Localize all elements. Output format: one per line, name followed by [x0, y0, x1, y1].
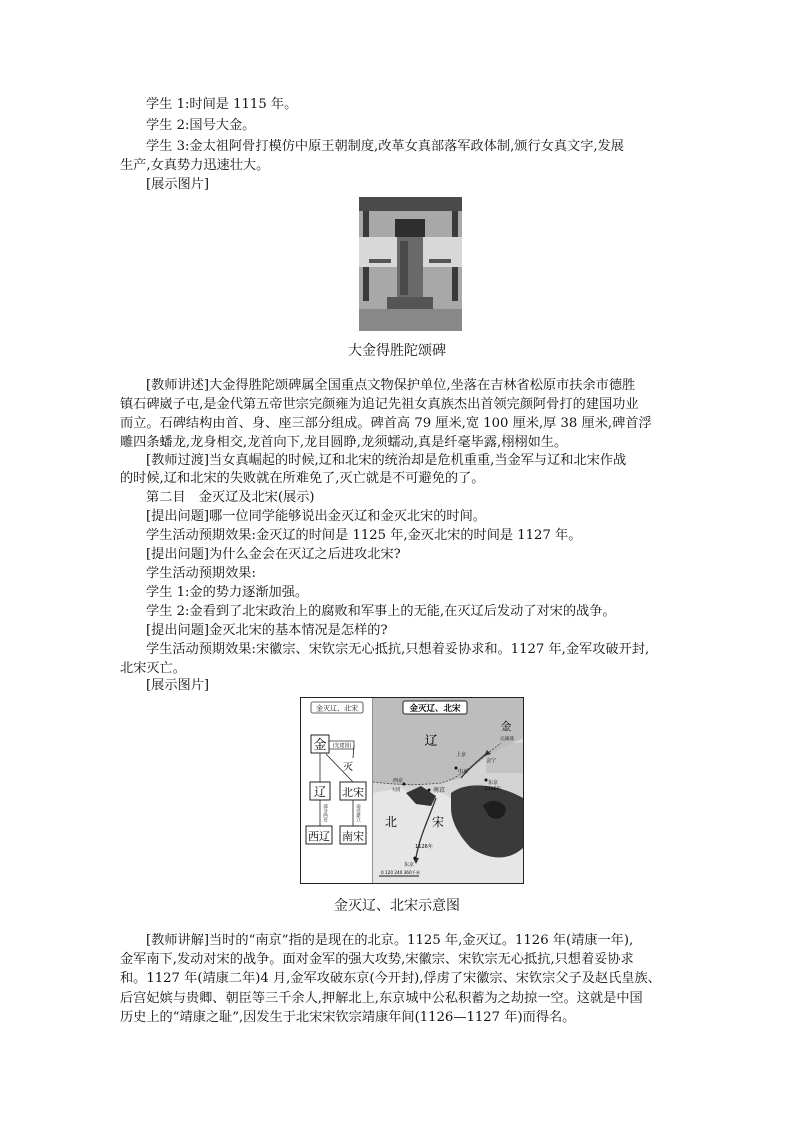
text-line: [提出问题]哪一位同学能够说出金灭辽和金灭北宋的时间。 [146, 509, 486, 524]
figure-caption: 金灭辽、北宋示意图 [334, 898, 460, 914]
text-line: [教师讲述]大金得胜陀颂碑属全国重点文物保护单位,坐落在吉林省松原市扶余市德胜 [146, 378, 636, 393]
city-dongjing: 东京 [487, 780, 499, 786]
text-line: 学生活动预期效果: [146, 566, 256, 581]
node-beisong: 北宋 [342, 786, 364, 799]
map-title: 金灭辽、北宋 [409, 704, 461, 714]
node-jin-note: (先建国) [332, 743, 352, 749]
text-line: 学生活动预期效果:宋徽宗、宋钦宗无心抵抗,只想着妥协求和。1127 年,金军攻破开封, [146, 642, 650, 657]
year-1126: 1126年 [415, 844, 433, 850]
arrow-mie-label: 灭 [343, 762, 353, 773]
label-wanyan: 完颜部 [500, 737, 514, 742]
text-line: 金军南下,发动对宋的战争。面对金军的强大攻势,宋徽宗、宋钦宗无心抵抗,只想着妥协求 [120, 952, 634, 967]
text-line: 学生 2:国号大金。 [146, 118, 256, 133]
text-line: [展示图片] [146, 678, 210, 693]
node-nansong: 南宋 [342, 830, 364, 843]
text-line: 学生 1:时间是 1115 年。 [146, 97, 298, 112]
text-line: [展示图片] [146, 177, 210, 192]
text-line: 学生活动预期效果:金灭辽的时间是 1125 年,金灭北宋的时间是 1127 年。 [146, 528, 582, 543]
region-song: 宋 [431, 815, 445, 829]
region-liao: 辽 [424, 734, 438, 749]
text-line: 学生 2:金看到了北宋政治上的腐败和军事上的无能,在灭辽后发动了对宋的战争。 [146, 604, 616, 619]
text-line: 和。1127 年(靖康二年)4 月,金军攻破东京(今开封),俘虏了宋徽宗、宋钦宗父子及赵氏皇族、 [120, 971, 661, 986]
city-xijing: 西京 [392, 778, 404, 784]
text-line: [提出问题]为什么金会在灭辽之后进攻北宋? [146, 547, 401, 562]
note-southward: 南迁建立 [355, 804, 361, 822]
city-nanjing: 南京 [432, 787, 446, 794]
note-westward: 部分西迁 [322, 804, 328, 822]
node-xiliao: 西辽 [308, 830, 330, 843]
stele-photo [359, 197, 462, 331]
text-line: 而立。石碑结构由首、身、座三部分组成。碑首高 79 厘米,宽 100 厘米,厚 38 厘米,碑首浮 [120, 416, 652, 431]
text-line: 学生 3:金太祖阿骨打模仿中原王朝制度,改革女真部落军政体制,颁行女真文字,发展 [146, 139, 624, 154]
text-line: 学生 1:金的势力逐渐加强。 [146, 585, 309, 600]
node-liao: 辽 [313, 785, 327, 799]
map-figure [300, 697, 524, 884]
region-bei: 北 [384, 815, 398, 829]
map-scale: 0 120 240 360千米 [381, 870, 421, 875]
text-line: 的时候,辽和北宋的失败就在所难免了,灭亡就是不可避免的了。 [120, 471, 485, 486]
node-jin: 金 [313, 738, 327, 753]
text-line: 镇石碑崴子屯,是金代第五帝世宗完颜雍为追记先祖女真族杰出首领完颜阿骨打的建国功业 [120, 397, 639, 412]
text-line: 北宋灭亡。 [120, 661, 186, 676]
text-line: [教师过渡]当女真崛起的时候,辽和北宋的统治却是危机重重,当金军与辽和北宋作战 [146, 453, 627, 468]
diagram-title: 金灭辽、北宋 [316, 704, 358, 713]
figure-caption: 大金得胜陀颂碑 [348, 343, 446, 359]
text-line: [教师讲解]当时的“南京”指的是现在的北京。1125 年,金灭辽。1126 年(靖康一年), [146, 933, 634, 948]
city-huining: 会宁 [485, 758, 497, 764]
city-datong: 大同 [391, 788, 401, 793]
section-heading: 第二目 金灭辽及北宋(展示) [146, 490, 315, 505]
text-line: [提出问题]金灭北宋的基本情况是怎样的? [146, 623, 388, 638]
text-line: 雕四条蟠龙,龙身相交,龙首向下,龙目圆睁,龙须蠕动,真是纤毫毕露,栩栩如生。 [120, 435, 568, 450]
city-kaifeng: 东京 [403, 862, 415, 868]
text-line: 生产,女真势力迅速壮大。 [120, 158, 270, 173]
text-line: 历史上的“靖康之耻”,因发生于北宋宋钦宗靖康年间(1126—1127 年)而得名。 [120, 1010, 576, 1025]
city-shangjing: 上京 [455, 752, 467, 758]
text-line: 后宫妃嫔与贵卿、朝臣等三千余人,押解北上,东京城中公私积蓄为之劫掠一空。这就是中国 [120, 991, 643, 1006]
year-1116: 1116年 [485, 787, 501, 792]
city-zhongjing: 中京 [457, 769, 469, 775]
region-jin: 金 [500, 720, 512, 733]
